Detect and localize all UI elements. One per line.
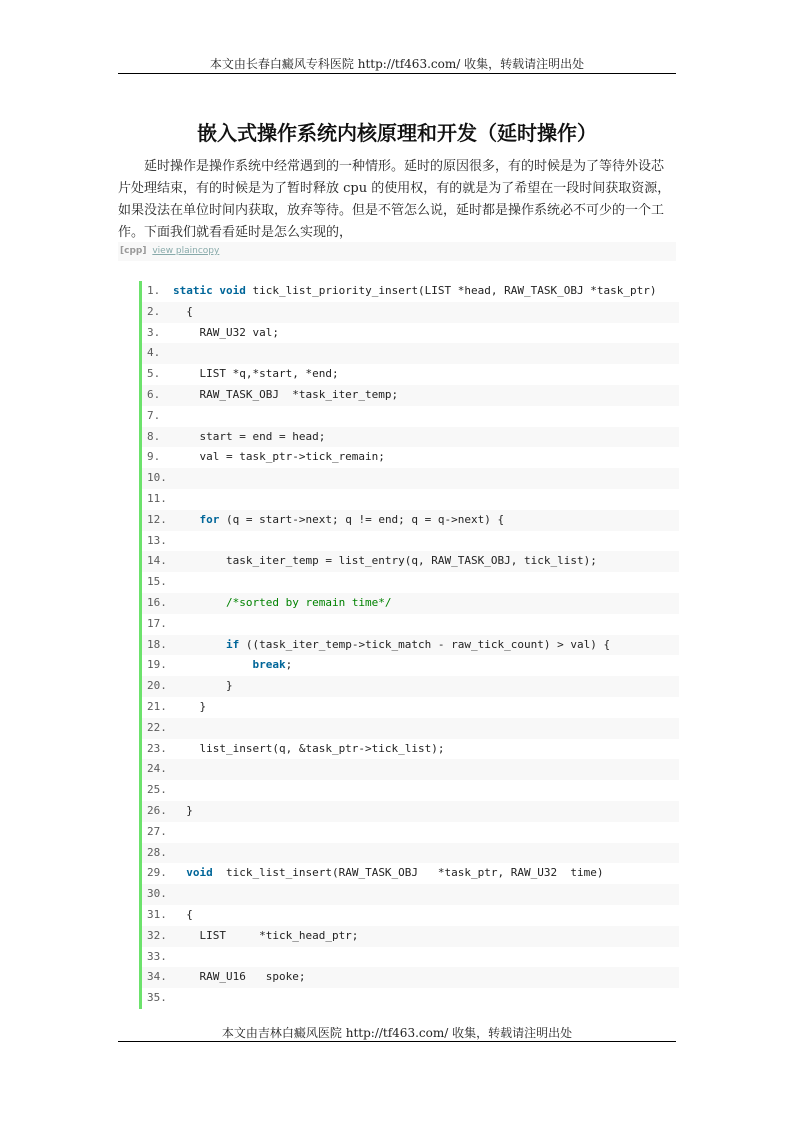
line-number: 15. — [147, 575, 167, 589]
code-line — [142, 801, 679, 822]
code-line — [142, 302, 679, 323]
code-text — [173, 450, 385, 463]
code-line — [142, 884, 679, 905]
code-text — [173, 305, 193, 318]
line-number: 28. — [147, 845, 167, 859]
code-line — [142, 406, 679, 427]
line-number: 8. — [147, 429, 161, 443]
code-line — [142, 447, 679, 468]
code-segment — [173, 534, 200, 547]
code-line — [142, 468, 679, 489]
line-number: 17. — [147, 616, 167, 630]
line-number: 31. — [147, 907, 167, 921]
code-segment — [173, 513, 200, 526]
code-line — [142, 967, 679, 988]
code-line — [142, 343, 679, 364]
code-segment — [173, 617, 226, 630]
code-segment: RAW_U32 val; — [173, 325, 279, 339]
code-segment — [173, 866, 186, 879]
code-segment: LIST *tick_head_ptr; — [173, 928, 359, 942]
code-text — [173, 970, 305, 983]
line-number: 19. — [147, 658, 167, 672]
code-line — [142, 988, 679, 1009]
code-text — [173, 554, 597, 567]
line-number: 10. — [147, 471, 167, 485]
code-line — [142, 614, 679, 635]
code-keyword: if — [225, 637, 240, 651]
code-segment: { — [173, 304, 193, 318]
code-segment: ((task_iter_temp->tick_match - raw_tick_count) > val) { — [239, 637, 611, 651]
code-segment: RAW_TASK_OBJ *task_iter_temp; — [173, 387, 399, 401]
code-line — [142, 843, 679, 864]
line-number: 16. — [147, 595, 167, 609]
code-segment: } — [173, 803, 193, 817]
code-line — [142, 551, 679, 572]
code-segment: LIST *q,*start, *end; — [173, 367, 339, 381]
code-keyword: for — [199, 512, 220, 526]
code-line — [142, 531, 679, 552]
line-number: 35. — [147, 991, 167, 1005]
line-number: 3. — [147, 325, 161, 339]
line-number: 24. — [147, 762, 167, 776]
code-line — [142, 676, 679, 697]
code-text — [173, 346, 200, 359]
code-comment: /*sorted by remain time*/ — [225, 595, 392, 609]
line-number: 2. — [147, 304, 161, 318]
code-text — [173, 742, 445, 755]
code-text — [173, 388, 398, 401]
code-line — [142, 364, 679, 385]
line-number: 21. — [147, 699, 167, 713]
code-line — [142, 635, 679, 656]
intro-paragraph: 延时操作是操作系统中经常遇到的一种情形。延时的原因很多，有的时候是为了等待外设芯片处理结束，有的时候是为了暂时释放 cpu 的使用权，有的就是为了希望在一段时间获取资源，如果没法在单位时间内获取，放弃等待。但是不管怎么说，延时都是操作系统必不可少的一个工作。下面我们就看看延时是怎么实现的， — [118, 159, 671, 240]
line-number: 26. — [147, 803, 167, 817]
page-footer: 本文由吉林白癜风医院 http://tf463.com/ 收集，转载请注明出处 — [221, 1026, 573, 1040]
code-line — [142, 489, 679, 510]
code-line — [142, 697, 679, 718]
line-number: 32. — [147, 928, 167, 942]
line-number: 29. — [147, 866, 167, 880]
code-line — [142, 905, 679, 926]
code-segment: (q = start->next; q != end; q = q->next) { — [219, 512, 505, 526]
code-text — [173, 596, 392, 609]
code-line — [142, 926, 679, 947]
code-line — [142, 510, 679, 531]
view-plaincopy-link[interactable]: view plaincopy — [152, 246, 220, 256]
code-language-label: [cpp] — [120, 246, 147, 256]
code-segment — [173, 346, 200, 359]
code-text — [173, 638, 610, 651]
code-text — [173, 700, 206, 713]
code-segment — [173, 596, 226, 609]
code-line — [142, 780, 679, 801]
code-segment: start = end = head; — [173, 429, 326, 443]
line-number: 9. — [147, 450, 161, 464]
line-number: 30. — [147, 887, 167, 901]
line-number: 12. — [147, 512, 167, 526]
code-text — [173, 430, 325, 443]
line-number: 34. — [147, 970, 167, 984]
line-number: 5. — [147, 367, 161, 381]
article-title: 嵌入式操作系统内核原理和开发（延时操作） — [197, 121, 597, 145]
code-line — [142, 655, 679, 676]
code-line — [142, 718, 679, 739]
code-segment: val = task_ptr->tick_remain; — [173, 450, 385, 464]
line-number: 23. — [147, 741, 167, 755]
code-segment: ; — [285, 658, 293, 672]
line-number: 18. — [147, 637, 167, 651]
code-text — [173, 658, 292, 671]
code-text — [173, 679, 233, 692]
line-number: 25. — [147, 783, 167, 797]
code-text — [173, 471, 200, 484]
code-line — [142, 947, 679, 968]
line-number: 14. — [147, 554, 167, 568]
code-keyword: void — [219, 284, 246, 297]
code-line — [142, 572, 679, 593]
code-segment: } — [173, 699, 207, 713]
code-line — [142, 281, 679, 302]
code-line — [142, 739, 679, 760]
code-segment: { — [173, 907, 193, 921]
code-line — [142, 323, 679, 344]
code-line — [142, 759, 679, 780]
code-text — [173, 929, 358, 942]
code-segment: tick_list_priority_insert(LIST *head, RAW_TASK_OBJ *task_ptr) — [245, 284, 657, 297]
code-segment: RAW_U16 spoke; — [173, 970, 306, 984]
code-line — [142, 385, 679, 406]
code-segment: task_iter_temp = list_entry(q, RAW_TASK_OBJ, tick_list); — [173, 554, 597, 568]
code-text — [173, 908, 193, 921]
code-keyword: static — [173, 284, 213, 297]
line-number: 6. — [147, 387, 161, 401]
code-segment: list_insert(q, &task_ptr->tick_list); — [173, 741, 445, 755]
code-segment: } — [173, 679, 233, 693]
code-segment — [173, 638, 226, 651]
code-listing — [139, 281, 679, 1009]
footer-divider — [118, 1041, 676, 1042]
code-text — [173, 367, 339, 380]
code-toolbar — [118, 242, 676, 261]
line-number: 22. — [147, 720, 167, 734]
code-segment — [173, 658, 252, 671]
code-line — [142, 427, 679, 448]
code-text — [173, 804, 193, 817]
line-number: 27. — [147, 824, 167, 838]
line-number: 13. — [147, 533, 167, 547]
code-segment — [173, 575, 226, 588]
code-line — [142, 863, 679, 884]
header-divider — [118, 73, 676, 74]
code-line — [142, 822, 679, 843]
code-segment — [173, 471, 200, 484]
code-text — [173, 617, 226, 630]
page-header: 本文由长春白癜风专科医院 http://tf463.com/ 收集，转载请注明出处 — [209, 57, 585, 71]
line-number: 1. — [147, 284, 161, 297]
code-text — [173, 326, 279, 339]
code-text — [173, 575, 226, 588]
code-keyword: void — [186, 866, 213, 880]
line-number: 33. — [147, 949, 167, 963]
line-number: 20. — [147, 679, 167, 693]
code-text — [173, 284, 656, 297]
code-line — [142, 593, 679, 614]
code-segment: tick_list_insert(RAW_TASK_OBJ *task_ptr, RAW_U32 time) — [212, 866, 604, 880]
line-number: 4. — [147, 346, 161, 360]
line-number: 7. — [147, 408, 161, 422]
code-text — [173, 534, 200, 547]
code-text — [173, 513, 504, 526]
code-keyword: break — [252, 658, 286, 672]
line-number: 11. — [147, 491, 167, 505]
code-text — [173, 866, 603, 879]
